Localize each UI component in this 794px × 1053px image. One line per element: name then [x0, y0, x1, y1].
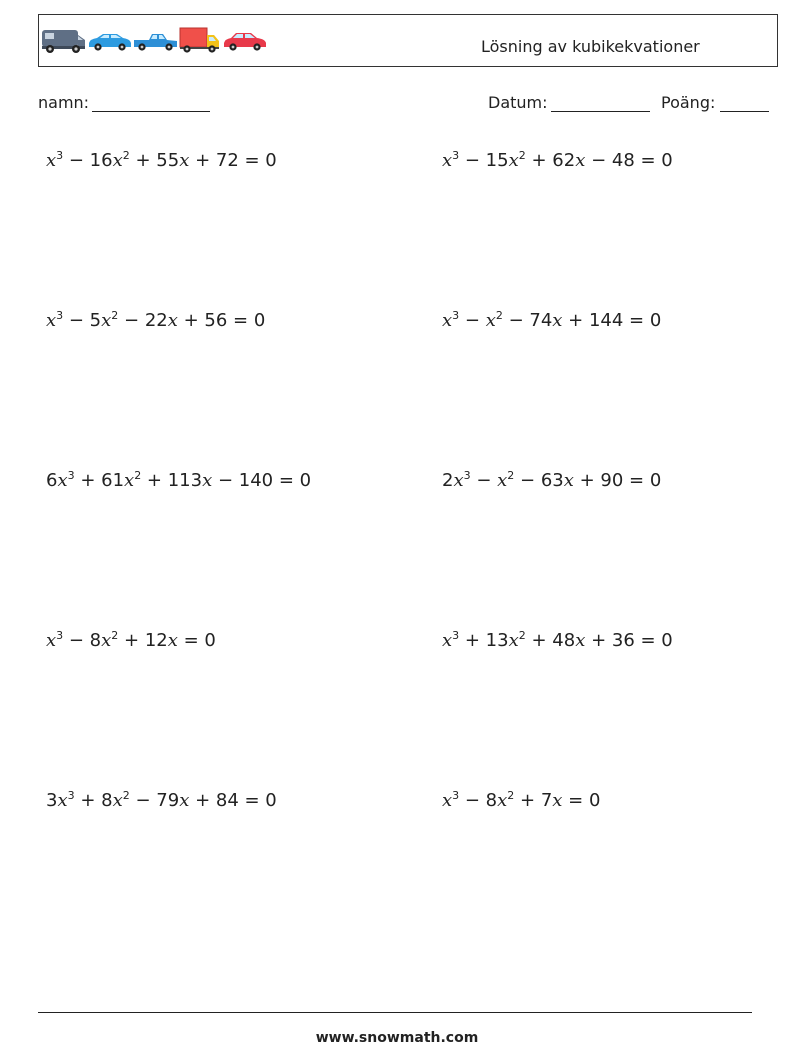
coefficient: − 140 = 0: [212, 470, 312, 491]
name-field[interactable]: [92, 111, 210, 112]
variable-x: x: [442, 150, 453, 171]
equation-8: [442, 630, 673, 651]
equation-4: [442, 310, 661, 331]
equation-2: [442, 150, 673, 171]
exponent: 2: [507, 469, 515, 482]
coefficient: − 8: [63, 630, 102, 651]
variable-x: x: [575, 630, 586, 651]
coefficient: + 90 = 0: [573, 470, 662, 491]
vehicle-logo: [41, 27, 271, 57]
exponent: 3: [67, 469, 75, 482]
variable-x: x: [563, 470, 574, 491]
coefficient: − 8: [459, 790, 498, 811]
coefficient: + 72 = 0: [189, 150, 277, 171]
coefficient: − 15: [459, 150, 509, 171]
exponent: 2: [134, 469, 142, 482]
worksheet-header: [38, 14, 778, 67]
variable-x: x: [202, 470, 213, 491]
exponent: 2: [495, 309, 503, 322]
coefficient: = 0: [562, 790, 601, 811]
hatchback-car-icon: [224, 33, 266, 51]
exponent: 3: [452, 629, 460, 642]
coefficient: 2: [442, 470, 454, 491]
variable-x: x: [46, 630, 57, 651]
equation-5: [46, 470, 311, 491]
coefficient: + 48: [525, 630, 576, 651]
variable-x: x: [101, 310, 112, 331]
date-field[interactable]: [551, 111, 650, 112]
score-field[interactable]: [720, 111, 769, 112]
coefficient: = 0: [177, 630, 216, 651]
coefficient: + 56 = 0: [177, 310, 266, 331]
equation-1: [46, 150, 277, 171]
coefficient: + 8: [74, 790, 113, 811]
exponent: 2: [111, 629, 119, 642]
coefficient: + 62: [525, 150, 576, 171]
variable-x: x: [508, 150, 519, 171]
variable-x: x: [167, 310, 178, 331]
coefficient: −: [459, 310, 486, 331]
variable-x: x: [575, 150, 586, 171]
footer-divider: [38, 1012, 752, 1013]
variable-x: x: [442, 790, 453, 811]
coefficient: + 144 = 0: [562, 310, 662, 331]
variable-x: x: [508, 630, 519, 651]
car-icon: [89, 34, 131, 51]
variable-x: x: [124, 470, 135, 491]
pickup-truck-icon: [134, 34, 177, 51]
equation-10: [442, 790, 600, 811]
exponent: 2: [122, 789, 130, 802]
coefficient: − 63: [514, 470, 564, 491]
exponent: 3: [452, 309, 460, 322]
variable-x: x: [57, 470, 68, 491]
coefficient: 6: [46, 470, 58, 491]
variable-x: x: [497, 470, 508, 491]
variable-x: x: [552, 790, 563, 811]
exponent: 2: [518, 629, 526, 642]
coefficient: − 16: [63, 150, 113, 171]
variable-x: x: [57, 790, 68, 811]
coefficient: − 74: [502, 310, 553, 331]
variable-x: x: [442, 630, 453, 651]
exponent: 3: [56, 629, 64, 642]
variable-x: x: [112, 150, 123, 171]
variable-x: x: [179, 790, 190, 811]
coefficient: + 84 = 0: [189, 790, 277, 811]
coefficient: + 55: [129, 150, 180, 171]
exponent: 2: [122, 149, 130, 162]
variable-x: x: [453, 470, 464, 491]
coefficient: − 79: [129, 790, 180, 811]
variable-x: x: [167, 630, 178, 651]
variable-x: x: [485, 310, 496, 331]
coefficient: − 22: [118, 310, 168, 331]
van-icon: [42, 30, 85, 53]
exponent: 3: [463, 469, 471, 482]
variable-x: x: [46, 150, 57, 171]
coefficient: −: [470, 470, 498, 491]
equation-9: [46, 790, 277, 811]
variable-x: x: [112, 790, 123, 811]
variable-x: x: [552, 310, 563, 331]
exponent: 3: [452, 789, 460, 802]
coefficient: + 113: [141, 470, 203, 491]
exponent: 2: [507, 789, 515, 802]
variable-x: x: [101, 630, 112, 651]
exponent: 3: [67, 789, 75, 802]
date-label: Datum:: [488, 93, 548, 112]
variable-x: x: [442, 310, 453, 331]
coefficient: − 48 = 0: [585, 150, 673, 171]
coefficient: + 36 = 0: [585, 630, 673, 651]
exponent: 2: [518, 149, 526, 162]
coefficient: + 12: [118, 630, 168, 651]
worksheet-title: Lösning av kubikekvationer: [481, 37, 700, 56]
variable-x: x: [46, 310, 57, 331]
exponent: 3: [452, 149, 460, 162]
footer-url: www.snowmath.com: [315, 1030, 479, 1046]
variable-x: x: [497, 790, 508, 811]
coefficient: − 5: [63, 310, 102, 331]
coefficient: + 13: [459, 630, 509, 651]
coefficient: 3: [46, 790, 58, 811]
equation-7: [46, 630, 216, 651]
score-label: Poäng:: [661, 93, 716, 112]
delivery-truck-icon: [180, 28, 219, 53]
exponent: 3: [56, 149, 64, 162]
name-label: namn:: [38, 93, 90, 112]
variable-x: x: [179, 150, 190, 171]
exponent: 2: [111, 309, 119, 322]
equation-6: [442, 470, 661, 491]
coefficient: + 61: [74, 470, 125, 491]
equation-3: [46, 310, 265, 331]
coefficient: + 7: [514, 790, 553, 811]
exponent: 3: [56, 309, 64, 322]
